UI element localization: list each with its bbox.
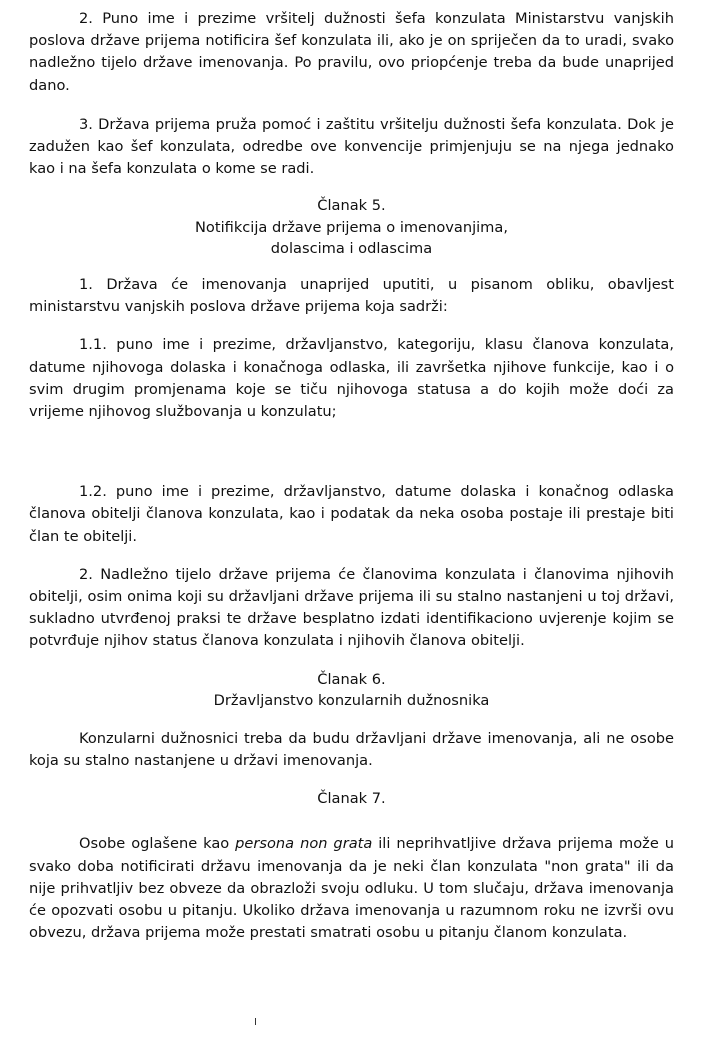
article-5-subtitle-line-1: Notifikcija države prijema o imenovanjima, [195, 218, 508, 236]
article-5-paragraph-1-2: 1.2. puno ime i prezime, državljanstvo, datume dolaska i konačnog odlaska članova obitelji članova konzulata, kao i podatak da neka osoba postaje ili prestaje biti član te obitelji. [29, 483, 674, 545]
paragraph-3: 3. Država prijema pruža pomoć i zaštitu vršitelju dužnosti šefa konzulata. Dok je zadužen kao šef konzulata, odredbe ove konvencije primjenjuju se na njega jednako kao i na šefa konzulata o kome se radi. [29, 115, 674, 178]
article-5-subtitle-line-2: dolascima i odlascima [270, 240, 433, 258]
article-5-paragraph-1-1: 1.1. puno ime i prezime, državljanstvo, kategoriju, klasu članova konzulata, datume njihovoga dolaska i konačnoga odlaska, ili završetka njihove funkcije, kao i o svim drugim promjenama koje se tiču njihovoga statusa a do kojih može doći za vrijeme njihovog službovanja u konzulatu; [29, 336, 674, 420]
article-5-paragraph-1: 1. Država će imenovanja unaprijed uputiti, u pisanom obliku, obavljest ministarstvu vanjskih poslova države prijema koja sadrži: [29, 275, 674, 316]
persona-non-grata-term: persona non grata [235, 835, 373, 853]
scan-mark [255, 1018, 256, 1025]
paragraph-2: 2. Puno ime i prezime vršitelj dužnosti šefa konzulata Ministarstvu vanjskih poslova države prijema notificira šef konzulata ili, ako je on spriječen da to uradi, svako nadležno tijelo države imenovanja. Po pravilu, ovo priopćenje treba da bude unaprijed dano. [29, 10, 674, 94]
article-6-title: Članak 6. [317, 670, 386, 688]
article-7-text-rest: ili neprihvatljive država prijema može u svako doba notificirati državu imenovanja da je neki član konzulata "non grata" ili da nije prihvatljiv bez obveze da obrazloži svoju odluku. U tom slučaju, država imenovanja će opozvati osobu u pitanju. Ukoliko država imenovanja u razumnom roku ne izvrši ovu obvezu, država prijema može prestati smatrati osobu u pitanju članom konzulata. [29, 835, 674, 942]
article-5-title: Članak 5. [317, 197, 386, 215]
article-6-subtitle: Državljanstvo konzularnih dužnosnika [213, 692, 490, 710]
article-6-paragraph: Konzularni dužnosnici treba da budu državljani države imenovanja, ali ne osobe koja su stalno nastanjene u državi imenovanja. [29, 729, 674, 769]
article-5-paragraph-2: 2. Nadležno tijelo države prijema će članovima konzulata i članovima njihovih obitelji, osim onima koji su državljani države prijema ili su stalno nastanjeni u toj državi, sukladno utvrđenoj praksi te države besplatno izdati identifikaciono uvjerenje kojim se potvrđuje njihov status članova konzulata i njihovih članova obitelji. [29, 565, 674, 650]
article-7-title: Članak 7. [317, 789, 386, 807]
article-7-paragraph [29, 833, 674, 944]
document-page [29, 8, 674, 944]
article-7-text-start: Osobe oglašene kao [79, 835, 236, 853]
